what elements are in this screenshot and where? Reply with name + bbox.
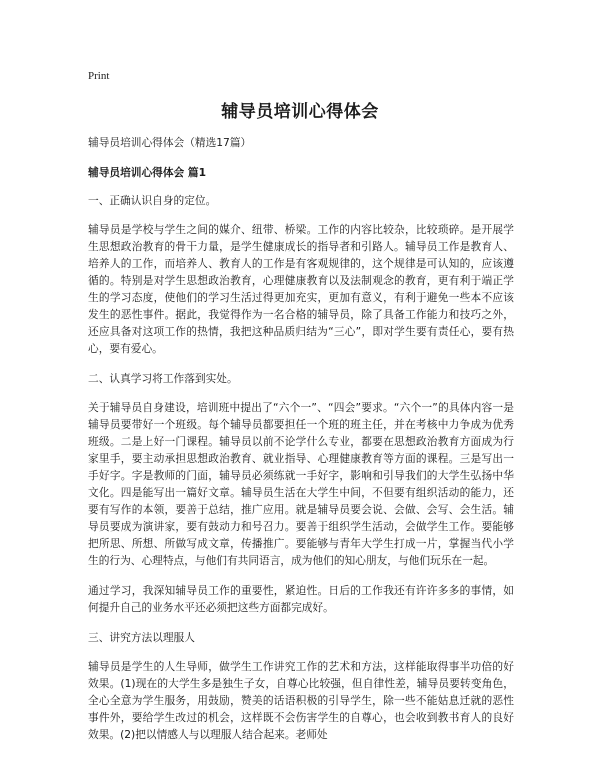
document-title: 辅导员培训心得体会 [221,102,379,122]
section-heading-1: 一、正确认识自身的定位。 [88,194,217,207]
paragraph-3: 通过学习，我深知辅导员工作的重要性，紧迫性。日后的工作我还有许许多多的事情，如何提升自己的业务水平还必须把这些方面都完成好。 [88,584,514,614]
section-heading-2: 二、认真学习将工作落到实处。 [88,372,238,385]
paragraph-1: 辅导员是学校与学生之间的媒介、纽带、桥梁。工作的内容比较杂，比较琐碎。是开展学生思想政治教育的骨干力量，是学生健康成长的指导者和引路人。辅导员工作是教育人、培养人的工作，而培养人、教育人的工作是有客观规律的，这个规律是可认知的，应该遵循的。特别是对学生思想政治教育，心理健康教育以及法制观念的教育，更有利于端正学生的学习态度，使他们的学习生活过得更加充实，更加有意义，有利于避免一些本不应该发生的恶性事件。据此，我觉得作为一名合格的辅导员，除了具备工作能力和技巧之外，还应具备对这项工作的热情，我把这种品质归结为“三心”，即对学生要有责任心，要有热心，要有爱心。 [88,223,514,355]
article-heading: 辅导员培训心得体会 篇1 [88,166,207,179]
paragraph-4: 辅导员是学生的人生导师，做学生工作讲究工作的艺术和方法，这样能取得事半功倍的好效果。(1)现在的大学生多是独生子女，自尊心比较强，但自律性差，辅导员要转变角色，全心全意为学生服务，用鼓励，赞美的话语积极的引导学生，除一些不能姑息迁就的恶性事件外，要给学生改过的机会，这样既不会伤害学生的自尊心，也会收到教书育人的良好效果。(2)把以情感人与以理服人结合起来。老师处 [88,660,514,741]
section-heading-3: 三、讲究方法以理服人 [88,631,195,644]
document-body [88,134,514,756]
paragraph-2: 关于辅导员自身建设，培训班中提出了“六个一”、“四会”要求。“六个一”的具体内容一是辅导员要带好一个班级。每个辅导员都要担任一个班的班主任，并在考核中力争成为优秀班级。二是上好一门课程。辅导员以前不论学什么专业，都要在思想政治教育方面成为行家里手，要主动承担思想政治教育、就业指导、心理健康教育等方面的课程。三是写出一手好字。字是教师的门面，辅导员必须练就一手好字，影响和引导我们的大学生弘扬中华文化。四是能写出一篇好文章。辅导员生活在大学生中间，不但要有组织活动的能力，还要有写作的本领，要善于总结，推广应用。就是辅导员要会说、会做、会写、会生活。辅导员要成为演讲家，要有鼓动力和号召力。要善于组织学生活动，会做学生工作。要能够把所思、所想、所做写成文章，传播推广。要能够与青年大学生打成一片，掌握当代小学生的行为、心理特点，与他们有共同语言，成为他们的知心朋友，与他们玩乐在一起。 [88,401,514,567]
document-subtitle: 辅导员培训心得体会（精选17篇） [88,136,252,149]
print-label[interactable]: Print [88,70,110,82]
